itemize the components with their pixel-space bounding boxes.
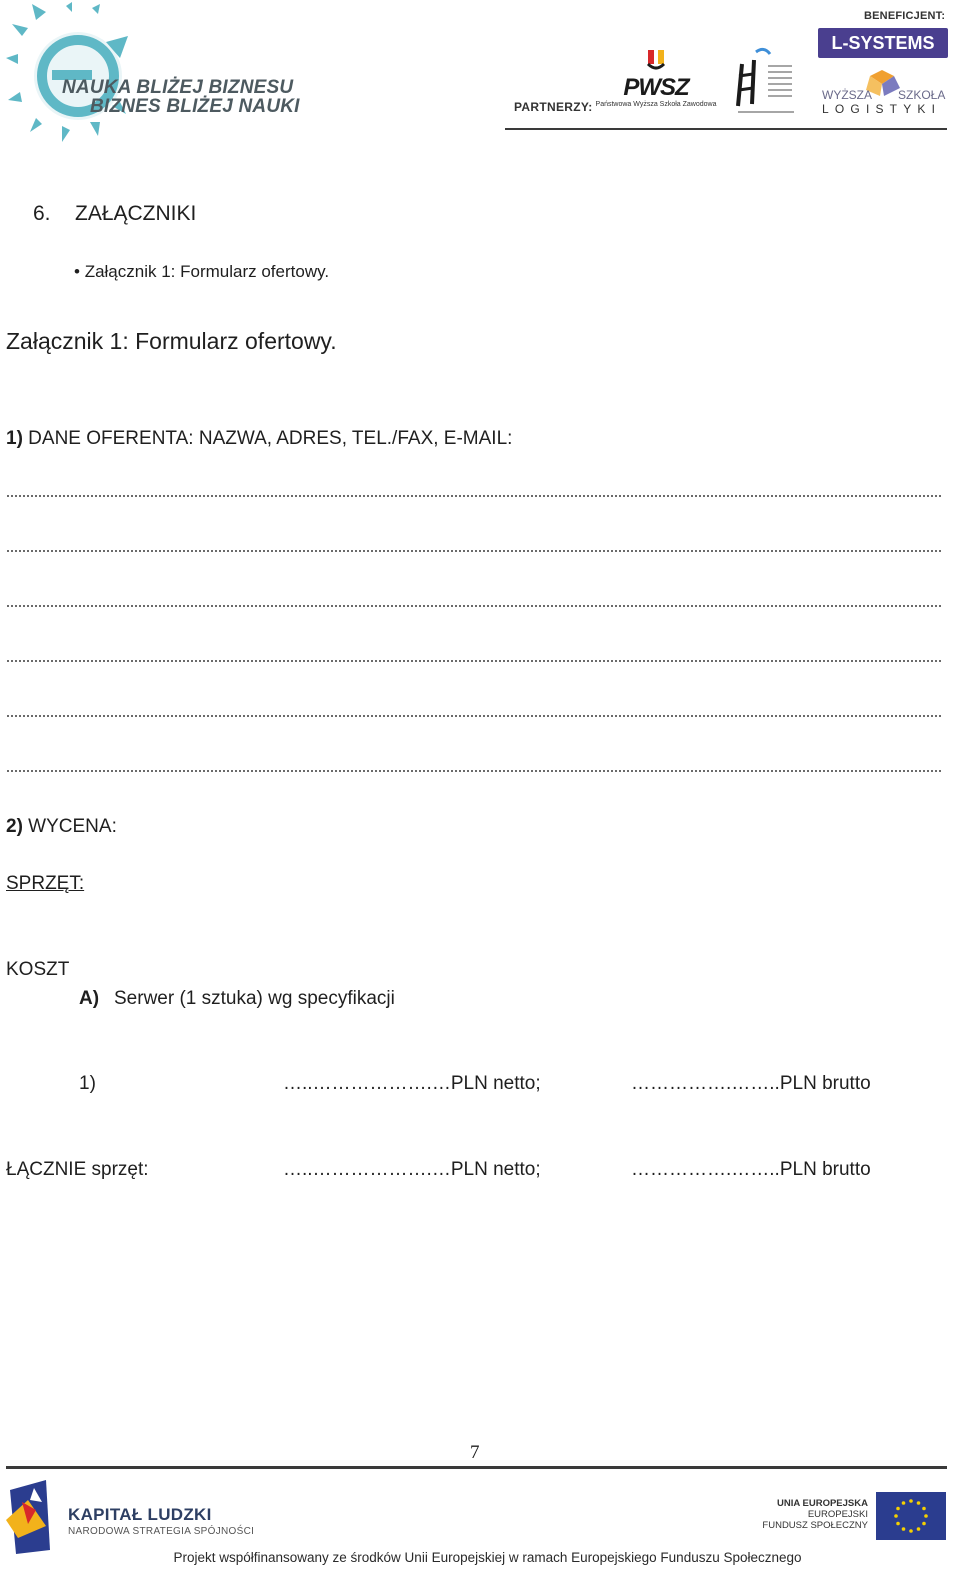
l-systems-logo: L-SYSTEMS bbox=[818, 28, 948, 58]
attachment-title: Załącznik 1: Formularz ofertowy. bbox=[6, 328, 337, 354]
beneficiary-label: BENEFICJENT: bbox=[864, 10, 946, 22]
nauka-biznes-logo bbox=[6, 2, 306, 142]
total-brutto-field[interactable]: …………….……..PLN brutto bbox=[631, 1159, 871, 1180]
eu-star-icon bbox=[894, 1514, 898, 1518]
eu-star-icon bbox=[909, 1499, 913, 1503]
kapital-ludzki-subtitle: NARODOWA STRATEGIA SPÓJNOŚCI bbox=[68, 1526, 255, 1537]
fill-in-line[interactable] bbox=[6, 605, 942, 607]
row-1-label: 1) bbox=[79, 1073, 96, 1094]
item-a bbox=[79, 988, 395, 1010]
page-number: 7 bbox=[470, 1442, 480, 1463]
partners-label: PARTNERZY: bbox=[514, 100, 593, 114]
pricing-heading bbox=[6, 816, 117, 838]
row-1-netto-field[interactable]: …..……………….…PLN netto; bbox=[283, 1073, 541, 1094]
eu-star-icon bbox=[902, 1501, 906, 1505]
eu-star-icon bbox=[922, 1522, 926, 1526]
eu-star-icon bbox=[896, 1522, 900, 1526]
eu-flag-icon bbox=[876, 1492, 946, 1540]
total-netto-field[interactable]: …..……………….…PLN netto; bbox=[283, 1159, 541, 1180]
attachment-list-item-text: Załącznik 1: Formularz ofertowy. bbox=[84, 262, 330, 281]
equipment-label: SPRZĘT: bbox=[6, 873, 85, 894]
eu-star-icon bbox=[917, 1527, 921, 1531]
pwsz-logo bbox=[592, 48, 720, 116]
section-title: ZAŁĄCZNIKI bbox=[75, 202, 197, 225]
funding-note: Projekt współfinansowany ze środków Unii Europejskiej w ramach Europejskiego Funduszu Społecznego bbox=[173, 1550, 802, 1565]
eu-star-icon bbox=[896, 1507, 900, 1511]
ladder-emblem-icon bbox=[734, 46, 798, 116]
fill-in-line[interactable] bbox=[6, 495, 942, 497]
row-1-brutto-field[interactable]: …………….……..PLN brutto bbox=[631, 1073, 871, 1094]
q1-text: DANE OFERENTA: NAZWA, ADRES, TEL./FAX, E-MAIL: bbox=[22, 428, 513, 449]
eu-line-3: FUNDUSZ SPOŁECZNY bbox=[762, 1520, 868, 1531]
eu-line-1: UNIA EUROPEJSKA bbox=[777, 1498, 868, 1509]
logo-slogan-line2: BIZNES BLIŻEJ NAUKI bbox=[90, 96, 300, 117]
kapital-ludzki-emblem-icon bbox=[6, 1480, 60, 1554]
eu-stars-graphic bbox=[876, 1492, 946, 1540]
q2-text: WYCENA: bbox=[22, 816, 117, 837]
cost-label: KOSZT bbox=[6, 959, 70, 980]
item-a-label: A) bbox=[79, 988, 100, 1009]
eu-star-icon bbox=[922, 1507, 926, 1511]
eu-star-icon bbox=[924, 1514, 928, 1518]
pwsz-name: Państwowa Wyższa Szkoła Zawodowa bbox=[595, 101, 717, 108]
offeror-data-heading bbox=[6, 428, 512, 450]
q2-number: 2) bbox=[6, 816, 23, 837]
nauka-biznes-logo-graphic bbox=[6, 2, 306, 142]
eu-star-icon bbox=[917, 1501, 921, 1505]
kapital-ludzki-title: KAPITAŁ LUDZKI bbox=[68, 1505, 212, 1524]
wyzsza-szkola-logistyki-logo bbox=[820, 66, 950, 116]
logo-slogan-line1: NAUKA BLIŻEJ BIZNESU bbox=[62, 77, 294, 98]
bullet-icon: • bbox=[74, 262, 85, 281]
header-divider bbox=[505, 128, 947, 130]
page-header bbox=[0, 0, 960, 140]
kapital-ludzki-emblem-graphic bbox=[6, 1480, 60, 1554]
attachment-list-item bbox=[74, 262, 329, 282]
section-heading bbox=[33, 202, 196, 226]
fill-in-line[interactable] bbox=[6, 660, 942, 662]
eu-star-icon bbox=[909, 1529, 913, 1533]
pwsz-emblem-icon bbox=[644, 48, 668, 70]
eu-line-2: EUROPEJSKI bbox=[807, 1509, 868, 1520]
item-a-text: Serwer (1 sztuka) wg specyfikacji bbox=[114, 988, 395, 1009]
fill-in-line[interactable] bbox=[6, 770, 942, 772]
q1-number: 1) bbox=[6, 428, 23, 449]
partner-school-logo bbox=[734, 46, 798, 116]
wsl-word-2: SZKOŁA bbox=[898, 88, 946, 102]
fill-in-line[interactable] bbox=[6, 715, 942, 717]
wsl-word-3: LOGISTYKI bbox=[822, 102, 942, 116]
eu-star-icon bbox=[902, 1527, 906, 1531]
total-label: ŁĄCZNIE sprzęt: bbox=[6, 1159, 149, 1180]
footer-divider bbox=[6, 1466, 947, 1469]
section-number: 6. bbox=[33, 202, 51, 225]
wsl-word-1: WYŻSZA bbox=[822, 88, 872, 102]
eu-fund-text bbox=[760, 1498, 868, 1531]
fill-in-line[interactable] bbox=[6, 550, 942, 552]
pwsz-mark: PWSZ bbox=[623, 74, 689, 101]
